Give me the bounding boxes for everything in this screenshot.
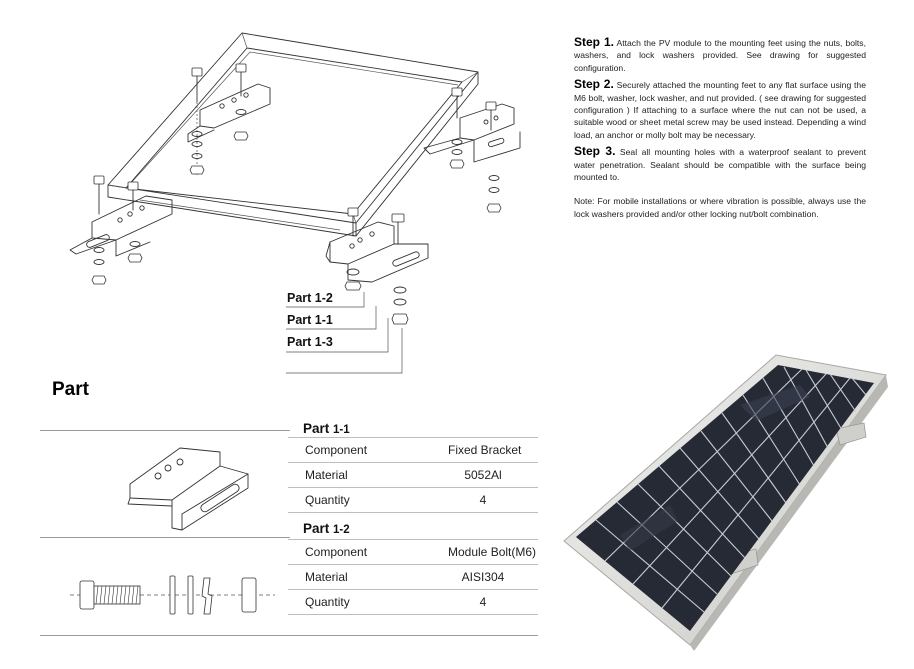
step-2-text: Securely attached the mounting feet to any flat surface using the M6 bolt, washer, lock washer, and nut provided. ( see drawing for suggested configuration ) If attaching to a surface where the nut can not be used, a suitable wood or sheet metal screw may be used instead. Depending a wind load, an anchor or molly bolt may be necessary. [574, 80, 866, 140]
spec-value: Fixed Bracket [448, 443, 522, 457]
callout-part-1-3: Part 1-3 [287, 335, 333, 349]
step-2-label: Step 2. [574, 77, 614, 92]
note-text: Note: For mobile installations or where vibration is possible, always use the lock washers provided and/or other locking nut/bolt combination. [574, 196, 866, 219]
table-row [288, 565, 538, 590]
spec-key: Material [305, 468, 348, 482]
part-1-1-title [303, 421, 350, 436]
step-2 [574, 78, 866, 141]
table-row [288, 437, 538, 463]
step-1-text: Attach the PV module to the mounting feet using the nuts, bolts, washers, and lock washers provided. See drawing for suggested configuration. [574, 38, 866, 73]
hardware-stack-3 [92, 176, 142, 284]
installation-instructions [574, 36, 866, 224]
table-row [288, 590, 538, 615]
part-1-2-title-main: Part [303, 521, 330, 536]
step-3-label: Step 3. [574, 144, 616, 159]
section-title: Part [52, 379, 89, 400]
part-1-1-spec-table [288, 437, 538, 513]
part-1-2-title [303, 521, 350, 536]
step-1-label: Step 1. [574, 35, 614, 49]
spec-value: 4 [479, 595, 487, 609]
fixed-bracket-illustration [120, 442, 270, 532]
spec-key: Quantity [305, 595, 350, 609]
bracket-front-right [326, 222, 428, 282]
part-1-2-title-num: 1-2 [333, 524, 350, 536]
hardware-stack-4 [345, 208, 408, 324]
step-1 [574, 36, 866, 74]
table-row [288, 463, 538, 488]
bracket-back-left [188, 84, 270, 142]
hardware-stack-2 [450, 88, 501, 212]
spec-key: Quantity [305, 493, 350, 507]
module-bolt-set-illustration [70, 570, 280, 620]
step-3-text: Seal all mounting holes with a waterproof sealant to prevent water penetration. Sealant should be compatible with the surface being mounted to. [574, 147, 866, 183]
part-1-1-title-num: 1-1 [333, 424, 350, 436]
mounting-assembly-drawing [0, 0, 540, 380]
spec-key: Component [305, 545, 368, 559]
callout-part-1-1: Part 1-1 [287, 313, 333, 327]
table-row [288, 488, 538, 513]
step-3 [574, 145, 866, 183]
spec-key: Component [305, 443, 368, 457]
divider-rule [40, 635, 538, 636]
part-1-2-spec-table [288, 539, 538, 615]
spec-value: 4 [479, 493, 487, 507]
spec-key: Material [305, 570, 348, 584]
table-row [288, 539, 538, 565]
divider-rule [40, 537, 290, 538]
part-1-1-title-main: Part [303, 421, 330, 436]
spec-value: Module Bolt(M6) [448, 545, 537, 559]
module-frame [108, 33, 478, 236]
divider-rule [40, 430, 290, 431]
spec-value: AISI304 [461, 570, 505, 584]
spec-value: 5052Al [464, 468, 502, 482]
callout-part-1-2: Part 1-2 [287, 291, 333, 305]
solar-panel-photo [560, 345, 900, 655]
